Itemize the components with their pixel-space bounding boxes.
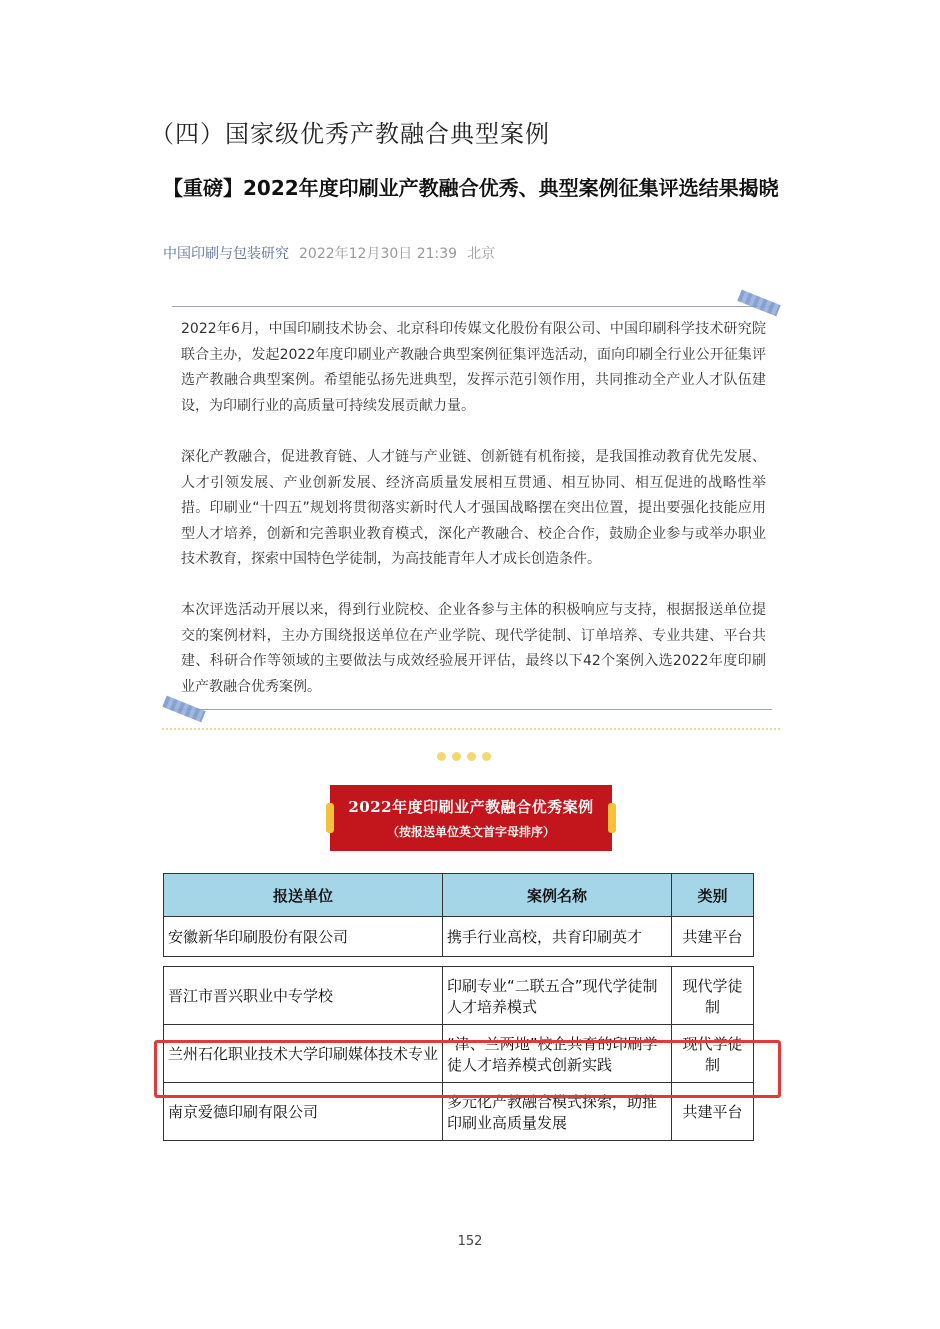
- dots-decoration: [437, 752, 491, 761]
- cases-table-header: [163, 873, 754, 957]
- page-number: 152: [457, 1234, 483, 1249]
- article-datetime: 2022年12月30日 21:39: [299, 246, 458, 262]
- banner-subtitle: （按报送单位英文首字母排序）: [386, 825, 555, 839]
- header-category: 类别: [672, 874, 754, 917]
- header-case-name: 案例名称: [443, 874, 672, 917]
- dot: [482, 752, 491, 761]
- cell-category: 现代学徒制: [672, 967, 754, 1025]
- frame-bottom-line: [172, 709, 772, 710]
- cell-case-name: 多元化产教融合模式探索，助推印刷业高质量发展: [443, 1083, 672, 1141]
- tape-decoration-top: [737, 290, 780, 317]
- cell-unit: 兰州石化职业技术大学印刷媒体技术专业: [164, 1025, 443, 1083]
- highlight-box: [154, 1040, 781, 1098]
- dotted-divider: [162, 728, 780, 730]
- paragraph-2: 深化产教融合，促进教育链、人才链与产业链、创新链有机衔接，是我国推动教育优先发展、人才引领发展、产业创新发展、经济高质量发展相互贯通、相互协同、相互促进的战略性举措。印刷业“十四五”规划将贯彻落实新时代人才强国战略摆在突出位置，提出要强化技能应用型人才培养，创新和完善职业教育模式，深化产教融合、校企合作，鼓励企业参与或举办职业技术教育，探索中国特色学徒制，为高技能青年人才成长创造条件。: [181, 449, 766, 567]
- section-heading: （四）国家级优秀产教融合典型案例: [150, 120, 550, 148]
- article-source[interactable]: 中国印刷与包装研究: [163, 246, 289, 262]
- cell-case-name: “津、兰两地”校企共育的印刷学徒人才培养模式创新实践: [443, 1025, 672, 1083]
- cell-unit: 安徽新华印刷股份有限公司: [164, 917, 443, 957]
- table-row: [164, 967, 754, 1025]
- table-header-row: [164, 874, 754, 917]
- article-meta: [163, 243, 495, 263]
- banner-title: 2022年度印刷业产教融合优秀案例: [348, 798, 594, 816]
- table-row: [164, 917, 754, 957]
- dot: [437, 752, 446, 761]
- cell-category: 共建平台: [672, 1083, 754, 1141]
- article-title: 【重磅】2022年度印刷业产教融合优秀、典型案例征集评选结果揭晓: [163, 176, 779, 200]
- cell-case-name: 印刷专业“二联五合”现代学徒制人才培养模式: [443, 967, 672, 1025]
- cases-banner: [330, 785, 612, 851]
- article-location: 北京: [467, 246, 496, 262]
- paragraph-1: 2022年6月，中国印刷技术协会、北京科印传媒文化股份有限公司、中国印刷科学技术研究院联合主办，发起2022年度印刷业产教融合典型案例征集评选活动，面向印刷全行业公开征集评选产教融合典型案例。希望能弘扬先进典型，发挥示范引领作用，共同推动全产业人才队伍建设，为印刷行业的高质量可持续发展贡献力量。: [181, 321, 766, 414]
- dot: [467, 752, 476, 761]
- paragraph-3: 本次评选活动开展以来，得到行业院校、企业各参与主体的积极响应与支持，根据报送单位提交的案例材料，主办方围绕报送单位在产业学院、现代学徒制、订单培养、专业共建、平台共建、科研合作等领域的主要做法与成效经验展开评估，最终以下42个案例入选2022年度印刷业产教融合优秀案例。: [181, 602, 766, 695]
- dot: [452, 752, 461, 761]
- frame-top-line: [172, 306, 772, 307]
- cell-unit: 晋江市晋兴职业中专学校: [164, 967, 443, 1025]
- cell-case-name: 携手行业高校，共育印刷英才: [443, 917, 672, 957]
- cell-category: 现代学徒制: [672, 1025, 754, 1083]
- cell-category: 共建平台: [672, 917, 754, 957]
- cell-unit: 南京爱德印刷有限公司: [164, 1083, 443, 1141]
- header-unit: 报送单位: [164, 874, 443, 917]
